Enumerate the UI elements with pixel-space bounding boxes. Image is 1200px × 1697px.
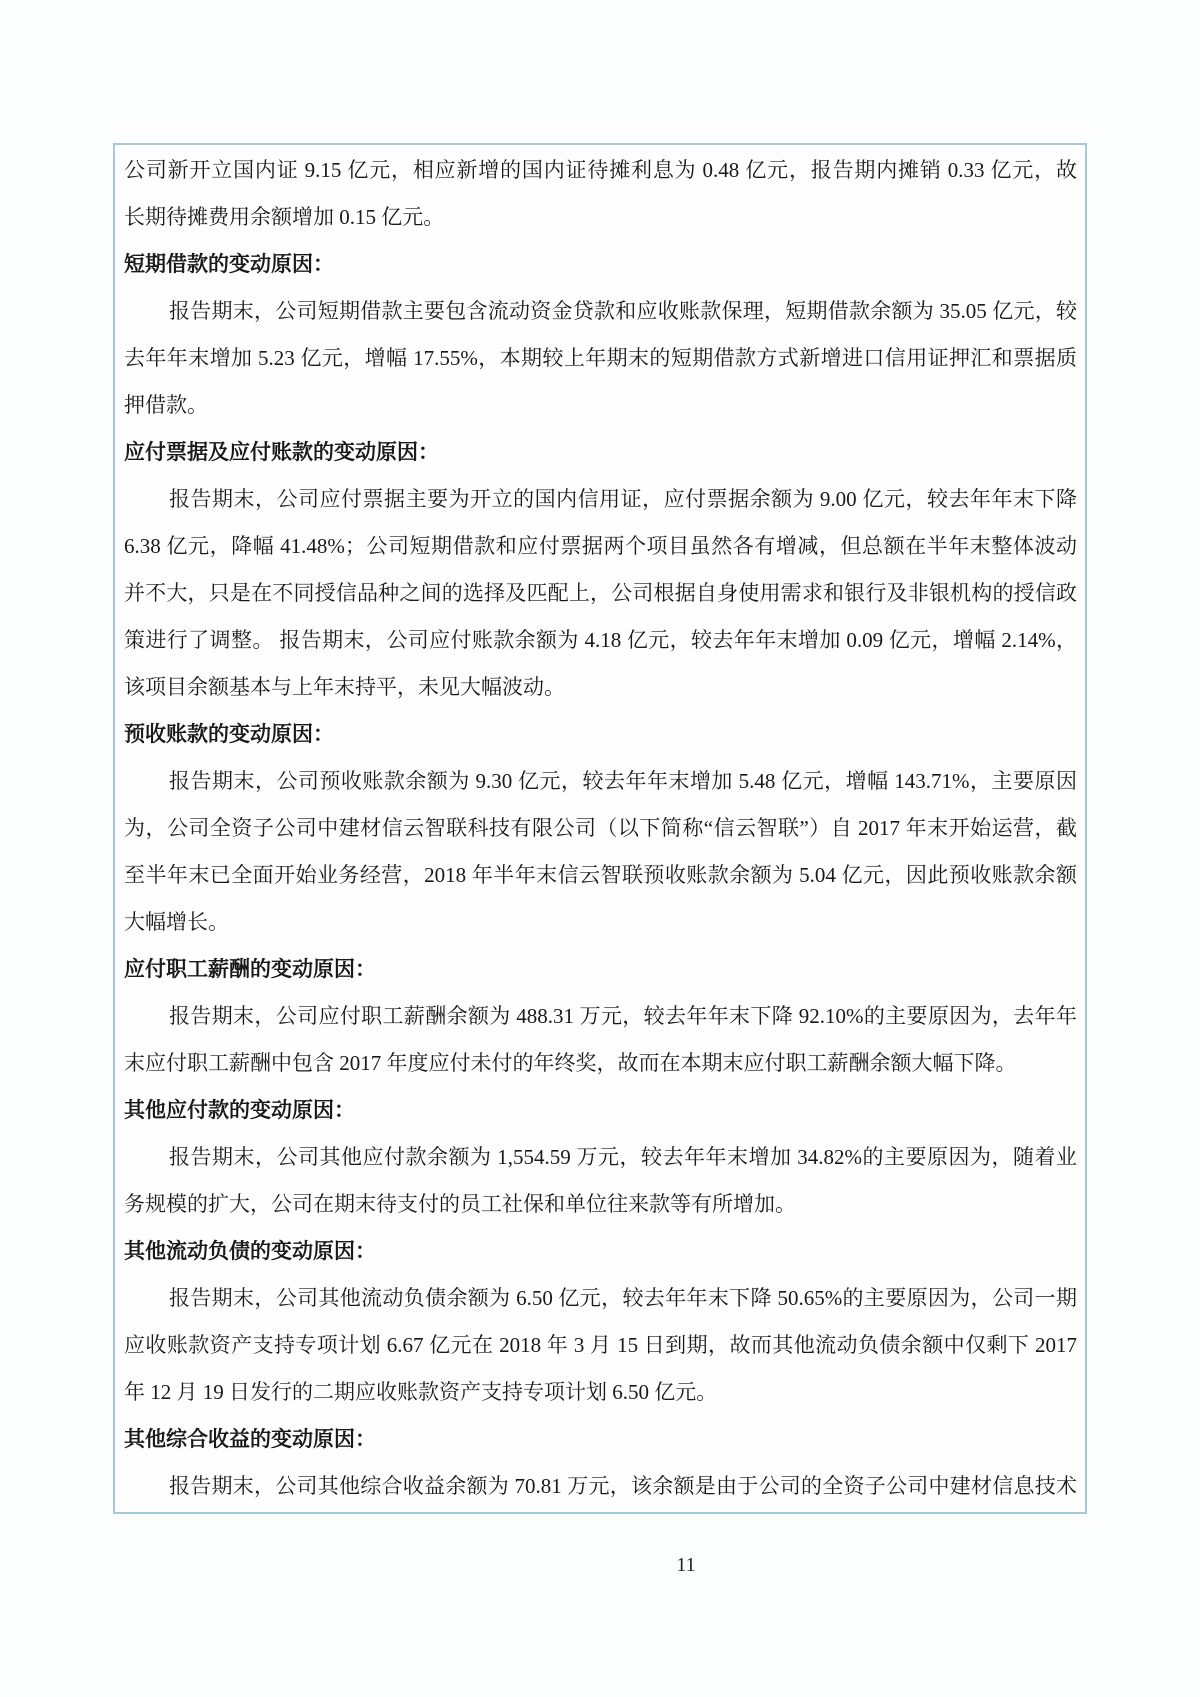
- paragraph-line: 押借款。: [124, 393, 208, 417]
- page-number: 11: [676, 1554, 696, 1576]
- paragraph-line: 至半年末已全面开始业务经营，2018 年半年末信云智联预收账款余额为 5.04 亿元，因此预收账款余额: [124, 863, 1077, 887]
- section-heading: 应付票据及应付账款的变动原因：: [124, 440, 439, 464]
- paragraph-line: 报告期末，公司预收账款余额为 9.30 亿元，较去年年末增加 5.48 亿元，增幅 143.71%，主要原因: [169, 769, 1077, 793]
- content-border-box: [113, 143, 1087, 1514]
- paragraph-line: 报告期末，公司应付票据主要为开立的国内信用证，应付票据余额为 9.00 亿元，较去年年末下降: [169, 487, 1077, 511]
- paragraph-line: 报告期末，公司其他综合收益余额为 70.81 万元，该余额是由于公司的全资子公司中建材信息技术: [169, 1474, 1077, 1498]
- paragraph-line: 并不大，只是在不同授信品种之间的选择及匹配上，公司根据自身使用需求和银行及非银机构的授信政: [124, 581, 1077, 605]
- paragraph-line: 报告期末，公司短期借款主要包含流动资金贷款和应收账款保理，短期借款余额为 35.05 亿元，较: [169, 299, 1077, 323]
- document-lines: [124, 147, 1077, 1510]
- paragraph-line: 策进行了调整。 报告期末，公司应付账款余额为 4.18 亿元，较去年年末增加 0.09 亿元，增幅 2.14%，: [124, 628, 1077, 652]
- paragraph-line: 去年年末增加 5.23 亿元，增幅 17.55%，本期较上年期末的短期借款方式新增进口信用证押汇和票据质: [124, 346, 1077, 370]
- paragraph-line: 末应付职工薪酬中包含 2017 年度应付未付的年终奖，故而在本期末应付职工薪酬余额大幅下降。: [124, 1051, 1017, 1075]
- paragraph-line: 为，公司全资子公司中建材信云智联科技有限公司（以下简称“信云智联”）自 2017 年末开始运营，截: [124, 816, 1077, 840]
- section-heading: 其他流动负债的变动原因：: [124, 1239, 376, 1263]
- paragraph-line: 公司新开立国内证 9.15 亿元，相应新增的国内证待摊利息为 0.48 亿元，报告期内摊销 0.33 亿元，故: [124, 158, 1077, 182]
- paragraph-line: 务规模的扩大，公司在期末待支付的员工社保和单位往来款等有所增加。: [124, 1192, 796, 1216]
- paragraph-line: 长期待摊费用余额增加 0.15 亿元。: [124, 205, 445, 229]
- section-heading: 短期借款的变动原因：: [124, 252, 334, 276]
- section-heading: 应付职工薪酬的变动原因：: [124, 957, 376, 981]
- paragraph-line: 报告期末，公司应付职工薪酬余额为 488.31 万元，较去年年末下降 92.10%的主要原因为，去年年: [169, 1004, 1077, 1028]
- section-heading: 其他应付款的变动原因：: [124, 1098, 355, 1122]
- paragraph-line: 该项目余额基本与上年末持平，未见大幅波动。: [124, 675, 565, 699]
- paragraph-line: 年 12 月 19 日发行的二期应收账款资产支持专项计划 6.50 亿元。: [124, 1380, 718, 1404]
- paragraph-line: 大幅增长。: [124, 910, 229, 934]
- section-heading: 预收账款的变动原因：: [124, 722, 334, 746]
- section-heading: 其他综合收益的变动原因：: [124, 1427, 376, 1451]
- paragraph-line: 应收账款资产支持专项计划 6.67 亿元在 2018 年 3 月 15 日到期，故而其他流动负债余额中仅剩下 2017: [124, 1333, 1077, 1357]
- paragraph-line: 6.38 亿元，降幅 41.48%；公司短期借款和应付票据两个项目虽然各有增减，但总额在半年末整体波动: [124, 534, 1077, 558]
- paragraph-line: 报告期末，公司其他应付款余额为 1,554.59 万元，较去年年末增加 34.82%的主要原因为，随着业: [169, 1145, 1077, 1169]
- paragraph-line: 报告期末，公司其他流动负债余额为 6.50 亿元，较去年年末下降 50.65%的主要原因为，公司一期: [169, 1286, 1077, 1310]
